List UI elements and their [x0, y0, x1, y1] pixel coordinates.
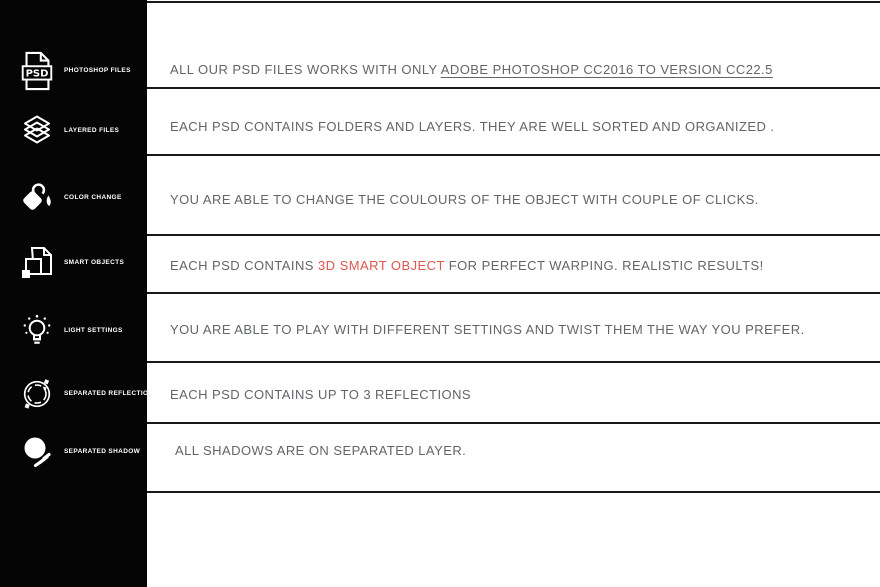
- sidebar-item-label: LIGHT SETTINGS: [64, 327, 123, 334]
- separator-line: [147, 1, 880, 3]
- sidebar-item-label: COLOR CHANGE: [64, 194, 122, 201]
- light-settings-icon: [19, 313, 55, 349]
- feature-row-light-settings: [170, 321, 805, 339]
- sidebar-item-label: SEPARATED SHADOW: [64, 448, 141, 455]
- sidebar-item-photoshop-files: [0, 50, 147, 92]
- feature-text: YOU ARE ABLE TO CHANGE THE COULOURS OF THE OBJECT WITH COUPLE OF CLICKS.: [170, 192, 759, 207]
- sidebar-item-label: LAYERED FILES: [64, 127, 120, 134]
- feature-text: EACH PSD CONTAINS UP TO 3 REFLECTIONS: [170, 387, 472, 402]
- feature-row-color-change: [170, 191, 759, 209]
- separator-line: [147, 292, 880, 294]
- feature-text: EACH PSD CONTAINS: [170, 258, 318, 273]
- sidebar-item-separated-reflection: [0, 373, 154, 415]
- sidebar-item-light-settings: [0, 310, 147, 352]
- sidebar-item-label: PHOTOSHOP FILES: [64, 67, 131, 74]
- sidebar-item-color-change: [0, 177, 147, 219]
- separator-line: [147, 87, 880, 89]
- feature-row-smart-objects: [170, 257, 764, 275]
- separator-line: [147, 422, 880, 424]
- separator-line: [147, 491, 880, 493]
- feature-row-layered-files: [170, 118, 774, 136]
- feature-text: YOU ARE ABLE TO PLAY WITH DIFFERENT SETTINGS AND TWIST THEM THE WAY YOU PREFER.: [170, 322, 805, 337]
- sidebar-item-label: SMART OBJECTS: [64, 259, 125, 266]
- photoshop-version-link[interactable]: ADOBE PHOTOSHOP CC2016 TO VERSION CC22.5: [440, 62, 773, 77]
- separated-reflection-icon: [19, 376, 55, 412]
- feature-text: ALL SHADOWS ARE ON SEPARATED LAYER.: [175, 443, 467, 458]
- feature-row-separated-shadow: [175, 442, 466, 460]
- psd-file-icon: [19, 51, 55, 91]
- smart-object-highlight: 3D SMART OBJECT: [318, 258, 445, 273]
- smart-objects-icon: [19, 245, 55, 281]
- separator-line: [147, 234, 880, 236]
- separator-line: [147, 361, 880, 363]
- feature-text: ALL OUR PSD FILES WORKS WITH ONLY: [170, 62, 441, 77]
- feature-text: FOR PERFECT WARPING. REALISTIC RESULTS!: [444, 258, 764, 273]
- feature-row-photoshop-files: [170, 61, 773, 79]
- sidebar-item-separated-shadow: [0, 431, 147, 473]
- sidebar-item-smart-objects: [0, 242, 147, 284]
- color-change-icon: [19, 180, 55, 216]
- sidebar-item-layered-files: [0, 110, 147, 152]
- sidebar-item-label: SEPARATED REFLECTION: [64, 390, 154, 397]
- icon-sidebar: [0, 0, 154, 587]
- separated-shadow-icon: [19, 434, 55, 470]
- feature-row-separated-reflection: [170, 386, 471, 404]
- separator-line: [147, 154, 880, 156]
- feature-text: EACH PSD CONTAINS FOLDERS AND LAYERS. THEY ARE WELL SORTED AND ORGANIZED .: [170, 119, 775, 134]
- layered-files-icon: [19, 113, 55, 149]
- svg-text:PSD: PSD: [25, 68, 49, 80]
